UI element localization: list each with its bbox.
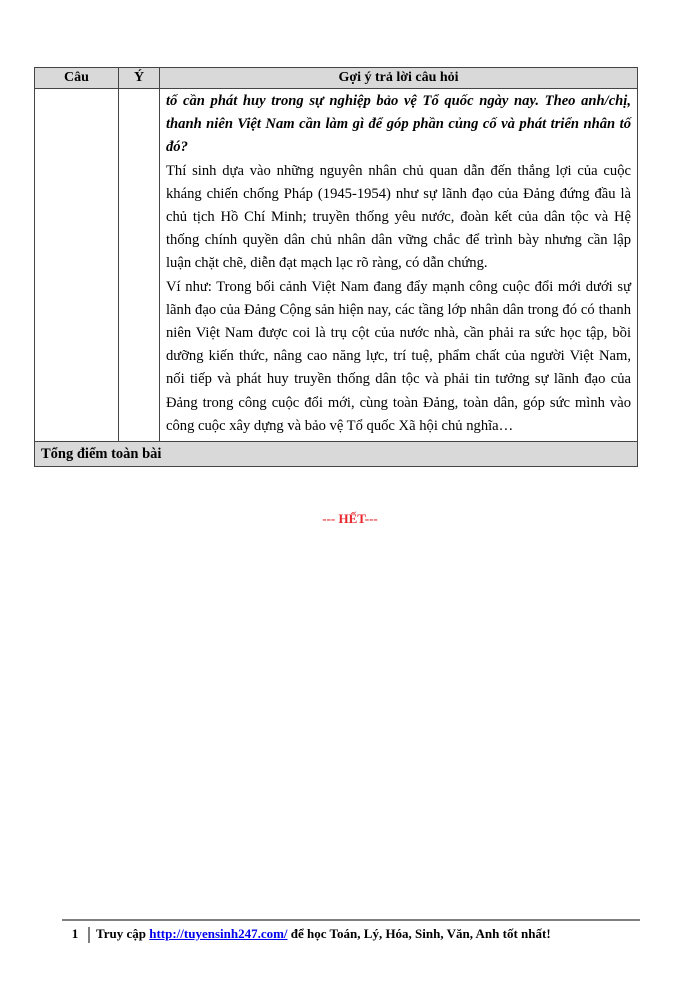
y-cell xyxy=(119,89,160,442)
answer-table xyxy=(34,67,638,467)
page-footer xyxy=(62,924,640,944)
cau-cell xyxy=(35,89,119,442)
table-row xyxy=(35,89,638,442)
footer-link[interactable]: http://tuyensinh247.com/ xyxy=(149,926,288,941)
total-row xyxy=(35,442,638,467)
footer-divider xyxy=(88,927,90,943)
answer-paragraph-2: Ví như: Trong bối cảnh Việt Nam đang đẩy mạnh công cuộc đổi mới dưới sự lãnh đạo của Đảng Cộng sản hiện nay, các tầng lớp nhân dân trong đó có thanh niên Việt Nam được coi là trụ cột của nước nhà, cần phải ra sức học tập, bồi dưỡng kiến thức, nâng cao năng lực, trí tuệ, phẩm chất của người Việt Nam, nối tiếp và phát huy truyền thống dân tộc và phải tin tưởng sự lãnh đạo của Đảng trong công cuộc đổi mới, cùng toàn Đảng, toàn dân, góp sức mình vào công cuộc xây dựng và bảo vệ Tổ quốc Xã hội chủ nghĩa… xyxy=(166,278,631,434)
answer-content-cell xyxy=(160,89,638,442)
answer-paragraph-1: Thí sinh dựa vào những nguyên nhân chủ quan dẫn đến thắng lợi của cuộc kháng chiến chống Pháp (1945-1954) như sự lãnh đạo của Đảng đứng đầu là chủ tịch Hồ Chí Minh; truyền thống yêu nước, đoàn kết của dân tộc và Hệ thống chính quyền dân chủ nhân dân vững chắc để trình bày nhưng cần lập luận chặt chẽ, diễn đạt mạch lạc rõ ràng, có dẫn chứng. xyxy=(166,162,631,272)
header-goi-y: Gợi ý trả lời câu hỏi xyxy=(160,68,638,89)
header-cau: Câu xyxy=(35,68,119,89)
footer-prefix: Truy cập xyxy=(96,926,146,941)
end-mark: --- HẾT--- xyxy=(322,511,378,526)
footer-suffix: để học Toán, Lý, Hóa, Sinh, Văn, Anh tốt nhất! xyxy=(290,926,551,941)
table-header-row xyxy=(35,68,638,89)
question-text: tố cần phát huy trong sự nghiệp bảo vệ Tổ quốc ngày nay. Theo anh/chị, thanh niên Việt Nam cần làm gì để góp phần củng cố và phát triển nhân tố đó? xyxy=(166,93,631,156)
header-y: Ý xyxy=(119,68,160,89)
page-number: 1 xyxy=(71,926,79,941)
footer-rule xyxy=(62,919,640,921)
total-label: Tổng điểm toàn bài xyxy=(35,442,638,467)
